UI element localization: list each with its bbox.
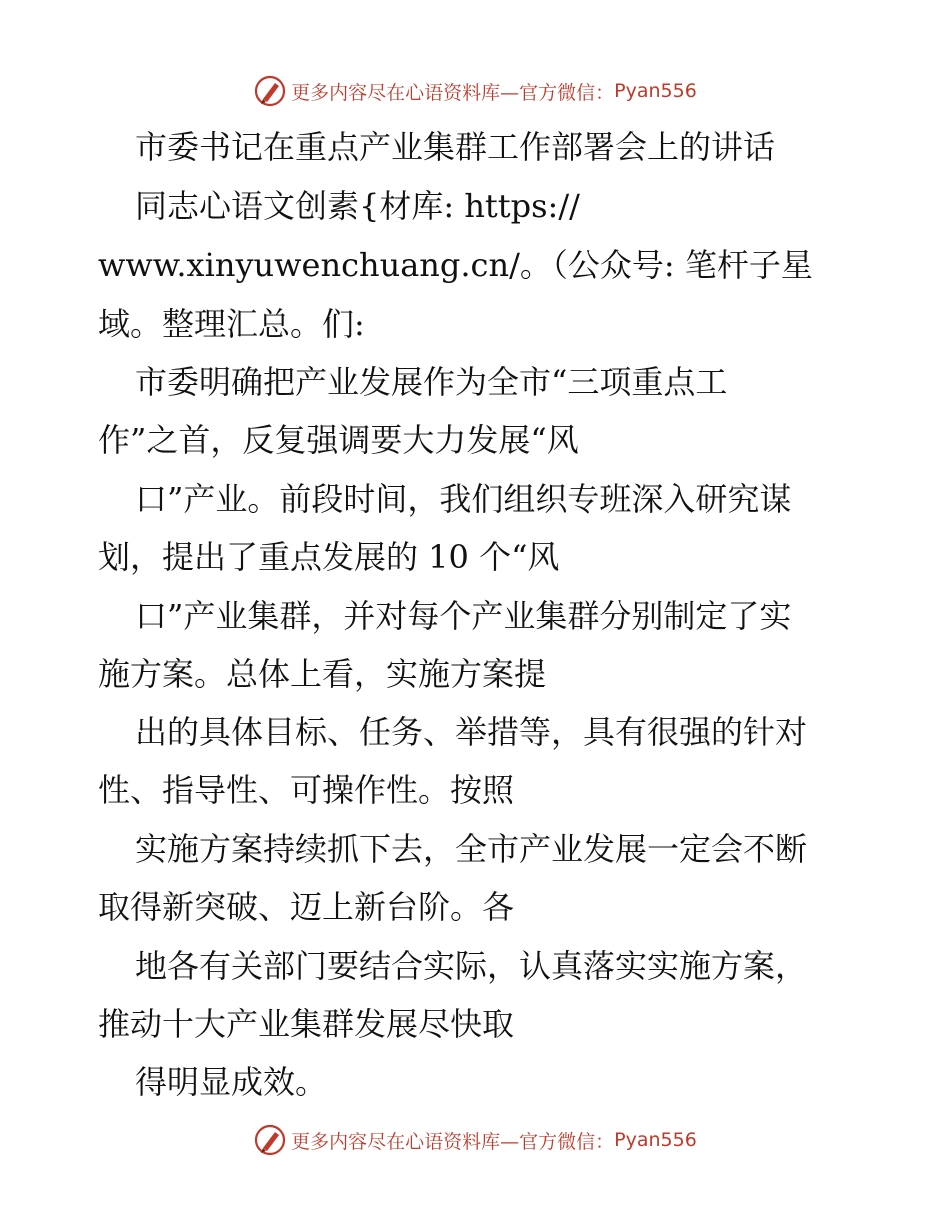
text-line: 实施方案持续抓下去，全市产业发展一定会不断 bbox=[135, 830, 808, 868]
text-line: 得明显成效。 bbox=[135, 1063, 328, 1101]
watermark-text: 更多内容尽在心语资料库—官方微信： bbox=[291, 81, 615, 104]
text-line: 同志心语文创素{材库: https:// bbox=[135, 187, 580, 225]
text-line: 推动十大产业集群发展尽快取 bbox=[98, 1005, 515, 1043]
text-line: 口”产业。前段时间，我们组织专班深入研究谋 bbox=[135, 480, 792, 518]
text-line: 作”之首，反复强调要大力发展“风 bbox=[98, 421, 579, 459]
header-watermark bbox=[0, 71, 950, 111]
text-line: 口”产业集群，并对每个产业集群分别制定了实 bbox=[135, 597, 792, 635]
watermark-text: 更多内容尽在心语资料库—官方微信： bbox=[291, 1130, 615, 1153]
text-line: 出的具体目标、任务、举措等，具有很强的针对 bbox=[135, 713, 808, 751]
text-line: 市委明确把产业发展作为全市“三项重点工 bbox=[135, 363, 728, 401]
text-line: 施方案。总体上看，实施方案提 bbox=[98, 655, 547, 693]
watermark-wechat-id: Pyan556 bbox=[614, 80, 697, 102]
text-line: 地各有关部门要结合实际，认真落实实施方案， bbox=[135, 947, 808, 985]
text-line: www.xinyuwenchuang.cn/。（公众号: 笔杆子星 bbox=[98, 246, 813, 284]
text-line: 域。整理汇总。们: bbox=[98, 305, 365, 343]
text-line: 划，提出了重点发展的 10 个“风 bbox=[98, 538, 560, 576]
document-title: 市委书记在重点产业集群工作部署会上的讲话 bbox=[135, 128, 776, 166]
pen-logo-icon bbox=[253, 1123, 287, 1157]
pen-logo-icon bbox=[253, 74, 287, 108]
text-line: 性、指导性、可操作性。按照 bbox=[98, 771, 515, 809]
text-line: 取得新突破、迈上新台阶。各 bbox=[98, 888, 515, 926]
footer-watermark bbox=[0, 1120, 950, 1160]
watermark-wechat-id: Pyan556 bbox=[614, 1129, 697, 1151]
